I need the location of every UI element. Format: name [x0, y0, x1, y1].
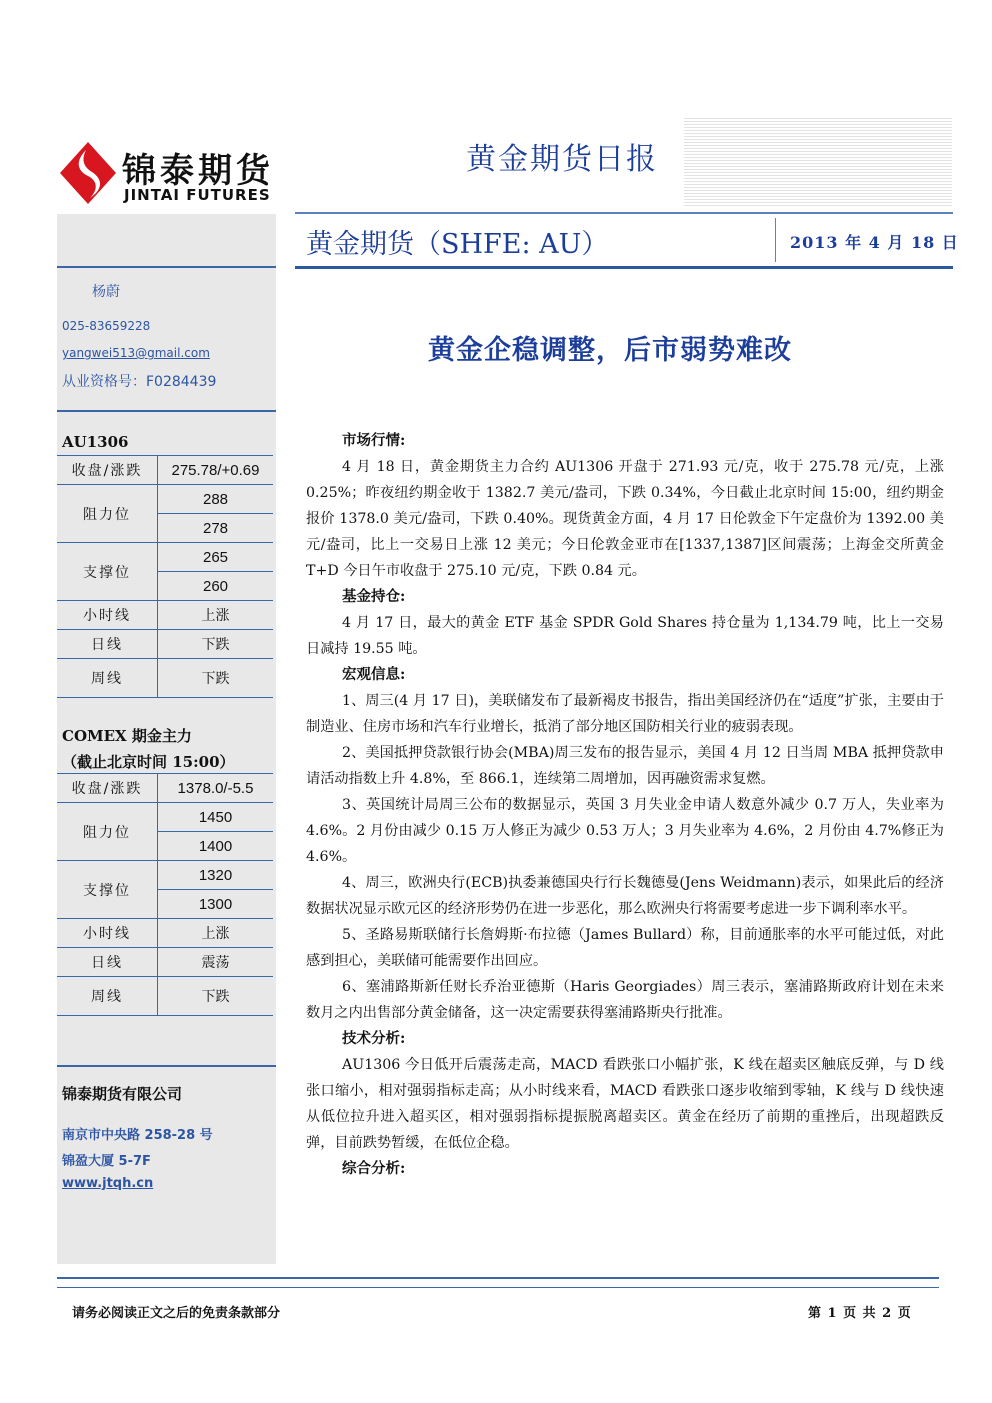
author-email[interactable]: yangwei513@gmail.com: [62, 346, 210, 360]
page-number: 第 1 页 共 2 页: [808, 1306, 912, 1321]
section-title-technical: 技术分析:: [342, 1030, 406, 1047]
resistance-label: 阻力位: [57, 485, 158, 543]
author-name: 杨蔚: [92, 284, 120, 300]
logo-text-en: JINTAI FUTURES: [124, 186, 271, 204]
support-value-2: 260: [158, 572, 274, 601]
close-label: 收盘/涨跌: [57, 456, 158, 485]
article-headline: 黄金企稳调整，后市弱势难改: [428, 335, 792, 366]
product-title: 黄金期货（SHFE: AU）: [306, 229, 609, 260]
hourly-label: 小时线: [57, 919, 158, 948]
report-title: 黄金期货日报: [466, 142, 658, 177]
table-row: [57, 977, 273, 1016]
weekly-value: 下跌: [158, 977, 274, 1016]
table-row: [57, 456, 273, 485]
au-table-title: AU1306: [62, 433, 129, 451]
section-title-macro: 宏观信息:: [342, 666, 406, 683]
paragraph: 6、塞浦路斯新任财长乔治亚德斯（Haris Georgiades）周三表示，塞浦路斯政府计划在未来数月之内出售部分黄金储备，这一决定需要获得塞浦路斯央行批准。: [306, 979, 944, 1021]
paragraph: 4 月 17 日，最大的黄金 ETF 基金 SPDR Gold Shares 持仓量为 1,134.79 吨，比上一交易日减持 19.55 吨。: [306, 615, 944, 657]
table-row: [57, 630, 273, 659]
author-phone: 025-83659228: [62, 319, 151, 333]
table-row: [57, 601, 273, 630]
close-label: 收盘/涨跌: [57, 774, 158, 803]
support-value-2: 1300: [158, 890, 274, 919]
paragraph: 1、周三(4 月 17 日)，美联储发布了最新褐皮书报告，指出美国经济仍在“适度”扩张，主要由于制造业、住房市场和汽车行业增长，抵消了部分地区国防相关行业的疲弱表现。: [306, 693, 944, 735]
paragraph: 5、圣路易斯联储行长詹姆斯·布拉德（James Bullard）称，目前通胀率的水平可能过低，对此感到担心，美联储可能需要作出回应。: [306, 927, 944, 969]
sidebar-rule: [57, 410, 276, 412]
company-address-2: 锦盈大厦 5-7F: [62, 1154, 151, 1169]
paragraph: 4、周三，欧洲央行(ECB)执委兼德国央行行长魏德曼(Jens Weidmann)表示，如果此后的经济数据状况显示欧元区的经济形势仍在进一步恶化，那么欧洲央行将需要考虑进一步下调利率水平。: [306, 875, 944, 917]
logo-diamond-icon: [58, 140, 118, 206]
support-value-1: 1320: [158, 861, 274, 890]
table-row: [57, 774, 273, 803]
comex-market-table: [57, 773, 273, 1016]
au-market-table: [57, 455, 273, 698]
section-title-fund: 基金持仓:: [342, 588, 406, 605]
daily-value: 震荡: [158, 948, 274, 977]
company-name: 锦泰期货有限公司: [62, 1085, 183, 1103]
paragraph: 3、英国统计局周三公布的数据显示，英国 3 月失业金申请人数意外减少 0.7 万人，失业率为 4.6%。2 月份由减少 0.15 万人修正为减少 0.53 万人；3 月失业率为 4.6%，2 月份由 4.7%修正为 4.6%。: [306, 797, 944, 865]
report-date: 2013 年 4 月 18 日: [790, 233, 959, 252]
weekly-value: 下跌: [158, 659, 274, 698]
daily-label: 日线: [57, 630, 158, 659]
table-row: [57, 543, 273, 572]
footer-rule-thin: [57, 1287, 939, 1288]
paragraph: 4 月 18 日，黄金期货主力合约 AU1306 开盘于 271.93 元/克，收于 275.78 元/克，上涨 0.25%；昨夜纽约期金收于 1382.7 美元/盎司，下跌 0.34%，今日截止北京时间 15:00，纽约期金报价 1378.0 美元/盎司，下跌 0.40%。现货黄金方面，4 月 17 日伦敦金下午定盘价为 1392.00 美元/盎司，比上一交易日上涨 12 美元；今日伦敦金亚市在[1337,1387]区间震荡；上海金交所黄金 T+D 今日午市收盘于 275.10 元/克，下跌 0.84 元。: [306, 459, 944, 579]
table-row: [57, 485, 273, 514]
footer-rule: [57, 1277, 939, 1279]
resistance-value-2: 1400: [158, 832, 274, 861]
table-row: [57, 948, 273, 977]
company-website-link[interactable]: www.jtqh.cn: [62, 1176, 154, 1191]
sidebar-rule: [57, 1065, 276, 1067]
table-row: [57, 861, 273, 890]
hourly-value: 上涨: [158, 601, 274, 630]
logo-text-cn: 锦泰期货: [122, 151, 274, 191]
header-rule-top: [295, 212, 953, 214]
comex-table-title: COMEX 期金主力: [62, 727, 192, 745]
resistance-value-1: 1450: [158, 803, 274, 832]
paragraph: 2、美国抵押贷款银行协会(MBA)周三发布的报告显示，美国 4 月 12 日当周 MBA 抵押贷款申请活动指数上升 4.8%，至 866.1，连续第二周增加，因再融资需求复燃。: [306, 745, 944, 787]
table-row: [57, 919, 273, 948]
support-value-1: 265: [158, 543, 274, 572]
support-label: 支撑位: [57, 861, 158, 919]
section-title-summary: 综合分析:: [342, 1160, 406, 1177]
hourly-value: 上涨: [158, 919, 274, 948]
header-divider: [775, 218, 776, 262]
close-value: 275.78/+0.69: [158, 456, 274, 485]
daily-value: 下跌: [158, 630, 274, 659]
table-row: [57, 659, 273, 698]
header-hatch-pattern: [684, 116, 952, 206]
weekly-label: 周线: [57, 659, 158, 698]
author-license: 从业资格号：F0284439: [62, 374, 217, 390]
header-rule-bottom: [295, 266, 953, 269]
article-body: [306, 428, 944, 1182]
footer-disclaimer: 请务必阅读正文之后的免责条款部分: [72, 1306, 281, 1321]
paragraph: AU1306 今日低开后震荡走高，MACD 看跌张口小幅扩张，K 线在超卖区触底反弹，与 D 线张口缩小，相对强弱指标走高；从小时线来看，MACD 看跌张口逐步收缩到零轴，K 线与 D 线快速从低位拉升进入超买区，相对强弱指标提振脱离超卖区。黄金在经历了前期的重挫后，出现超跌反弹，目前跌势暂缓，在低位企稳。: [306, 1057, 944, 1151]
support-label: 支撑位: [57, 543, 158, 601]
close-value: 1378.0/-5.5: [158, 774, 274, 803]
table-row: [57, 803, 273, 832]
resistance-value-1: 288: [158, 485, 274, 514]
sidebar-rule-top: [57, 266, 276, 268]
hourly-label: 小时线: [57, 601, 158, 630]
company-address-1: 南京市中央路 258-28 号: [62, 1128, 213, 1143]
resistance-label: 阻力位: [57, 803, 158, 861]
comex-table-subtitle: （截止北京时间 15:00）: [62, 753, 235, 771]
daily-label: 日线: [57, 948, 158, 977]
resistance-value-2: 278: [158, 514, 274, 543]
section-title-market: 市场行情:: [342, 432, 406, 449]
weekly-label: 周线: [57, 977, 158, 1016]
